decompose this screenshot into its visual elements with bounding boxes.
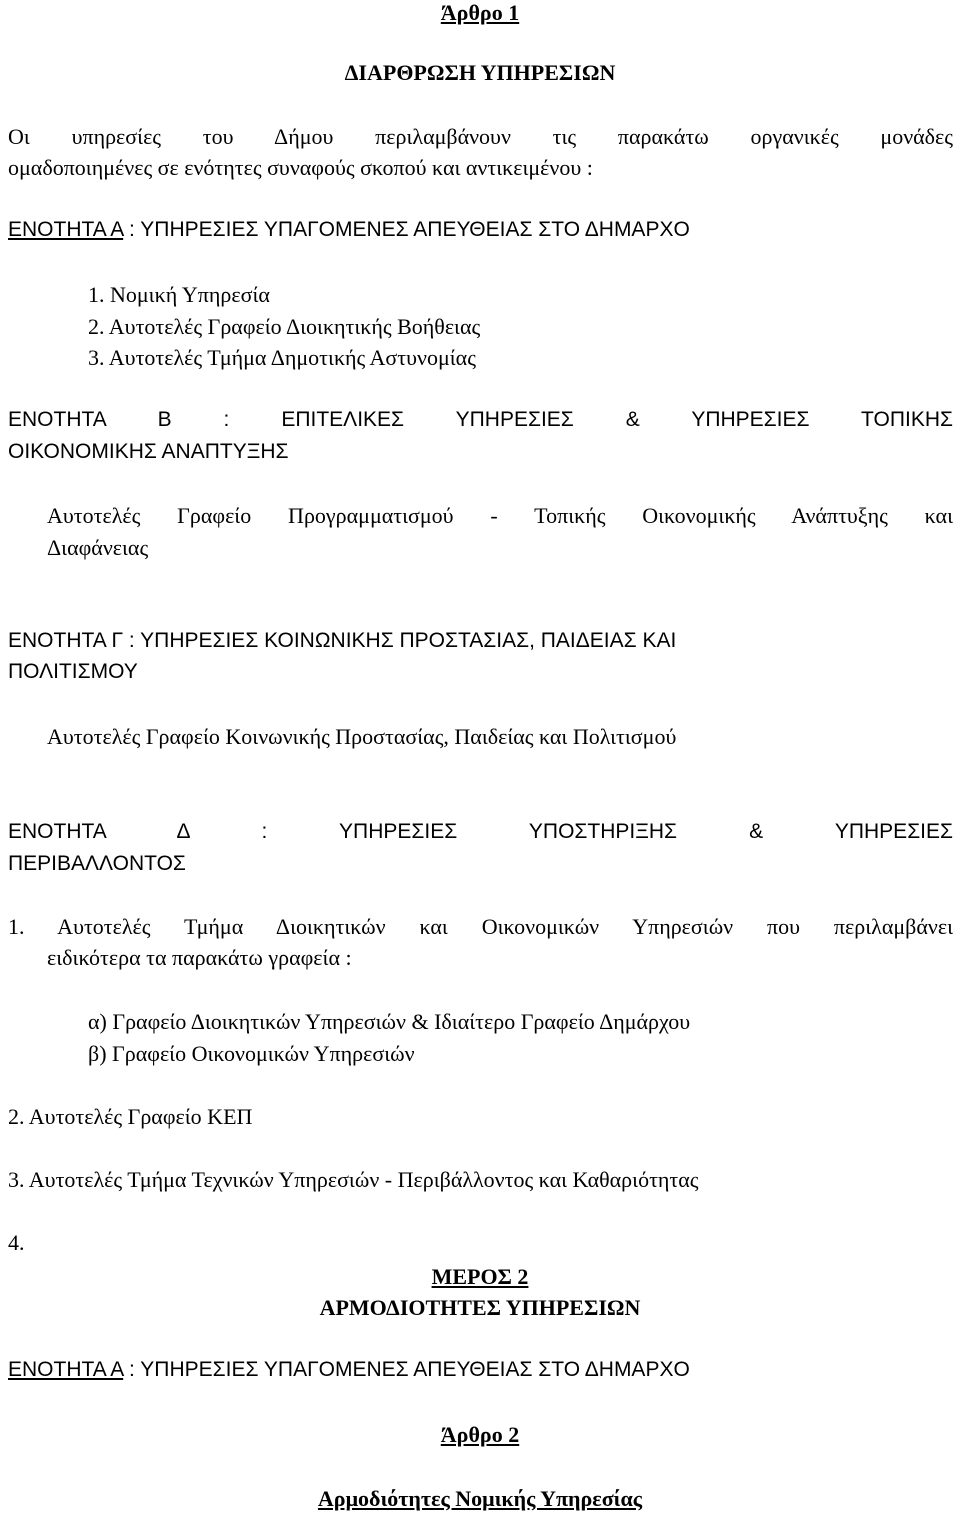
part-2-heading: ΑΡΜΟΔΙΟΤΗΤΕΣ ΥΠΗΡΕΣΙΩΝ bbox=[319, 1295, 641, 1320]
section-d-item-2: 2. Αυτοτελές Γραφείο ΚΕΠ bbox=[8, 1104, 253, 1129]
section-a-label: ΕΝΟΤΗΤΑ Α bbox=[8, 218, 124, 241]
article-1-title: Άρθρο 1 bbox=[440, 0, 520, 25]
part-2-section-a-title: : ΥΠΗΡΕΣΙΕΣ ΥΠΑΓΟΜΕΝΕΣ ΑΠΕΥΘΕΙΑΣ ΣΤΟ ΔΗΜΑΡΧΟ bbox=[123, 1358, 690, 1381]
section-b-text-line-1: Αυτοτελές Γραφείο Προγραμματισμού - Τοπικής Οικονομικής Ανάπτυξης και bbox=[47, 503, 953, 528]
section-b-heading-line-2: ΟΙΚΟΝΟΜΙΚΗΣ ΑΝΑΠΤΥΞΗΣ bbox=[8, 440, 289, 463]
section-d-heading-line-1: ΕΝΟΤΗΤΑ Δ : ΥΠΗΡΕΣΙΕΣ ΥΠΟΣΤΗΡΙΞΗΣ & ΥΠΗΡΕΣΙΕΣ bbox=[8, 820, 953, 843]
article-2-title: Άρθρο 2 bbox=[440, 1422, 520, 1447]
section-d-item-3: 3. Αυτοτελές Τμήμα Τεχνικών Υπηρεσιών - Περιβάλλοντος και Καθαριότητας bbox=[8, 1167, 699, 1192]
section-d-subitem-b: β) Γραφείο Οικονομικών Υπηρεσιών bbox=[88, 1041, 415, 1066]
intro-line-1: Οι υπηρεσίες του Δήμου περιλαμβάνουν τις παρακάτω οργανικές μονάδες bbox=[8, 124, 953, 149]
section-d-subitem-a: α) Γραφείο Διοικητικών Υπηρεσιών & Ιδιαίτερο Γραφείο Δημάρχου bbox=[88, 1009, 691, 1034]
section-d-item-1-line-1: 1. Αυτοτελές Τμήμα Διοικητικών και Οικονομικών Υπηρεσιών που περιλαμβάνει bbox=[8, 914, 953, 939]
article-1-heading: ΔΙΑΡΘΡΩΣΗ ΥΠΗΡΕΣΙΩΝ bbox=[344, 60, 616, 85]
section-a-item-2: 2. Αυτοτελές Γραφείο Διοικητικής Βοήθειας bbox=[88, 314, 481, 339]
section-b-heading-line-1: ΕΝΟΤΗΤΑ Β : ΕΠΙΤΕΛΙΚΕΣ ΥΠΗΡΕΣΙΕΣ & ΥΠΗΡΕΣΙΕΣ ΤΟΠΙΚΗΣ bbox=[8, 408, 953, 431]
article-2-heading: Αρμοδιότητες Νομικής Υπηρεσίας bbox=[317, 1486, 643, 1511]
section-a-title: : ΥΠΗΡΕΣΙΕΣ ΥΠΑΓΟΜΕΝΕΣ ΑΠΕΥΘΕΙΑΣ ΣΤΟ ΔΗΜΑΡΧΟ bbox=[123, 218, 690, 241]
section-d-item-1-line-2: ειδικότερα τα παρακάτω γραφεία : bbox=[47, 945, 352, 970]
part-2-section-a-heading bbox=[8, 1355, 690, 1385]
section-c-heading-line-2: ΠΟΛΙΤΙΣΜΟΥ bbox=[8, 660, 138, 683]
intro-line-2: ομαδοποιημένες σε ενότητες συναφούς σκοπού και αντικειμένου : bbox=[8, 155, 593, 180]
section-b-text-line-2: Διαφάνειας bbox=[47, 535, 149, 560]
part-2-section-a-label: ΕΝΟΤΗΤΑ Α bbox=[8, 1358, 124, 1381]
section-a-heading bbox=[8, 215, 690, 245]
section-c-heading-line-1: ΕΝΟΤΗΤΑ Γ : ΥΠΗΡΕΣΙΕΣ ΚΟΙΝΩΝΙΚΗΣ ΠΡΟΣΤΑΣΙΑΣ, ΠΑΙΔΕΙΑΣ ΚΑΙ bbox=[8, 629, 677, 652]
part-2-title: ΜΕΡΟΣ 2 bbox=[431, 1264, 529, 1289]
section-d-item-4: 4. bbox=[8, 1230, 25, 1255]
section-d-heading-line-2: ΠΕΡΙΒΑΛΛΟΝΤΟΣ bbox=[8, 852, 186, 875]
section-a-item-3: 3. Αυτοτελές Τμήμα Δημοτικής Αστυνομίας bbox=[88, 345, 476, 370]
section-c-text: Αυτοτελές Γραφείο Κοινωνικής Προστασίας, Παιδείας και Πολιτισμού bbox=[47, 724, 677, 749]
section-a-item-1: 1. Νομική Υπηρεσία bbox=[88, 282, 270, 307]
